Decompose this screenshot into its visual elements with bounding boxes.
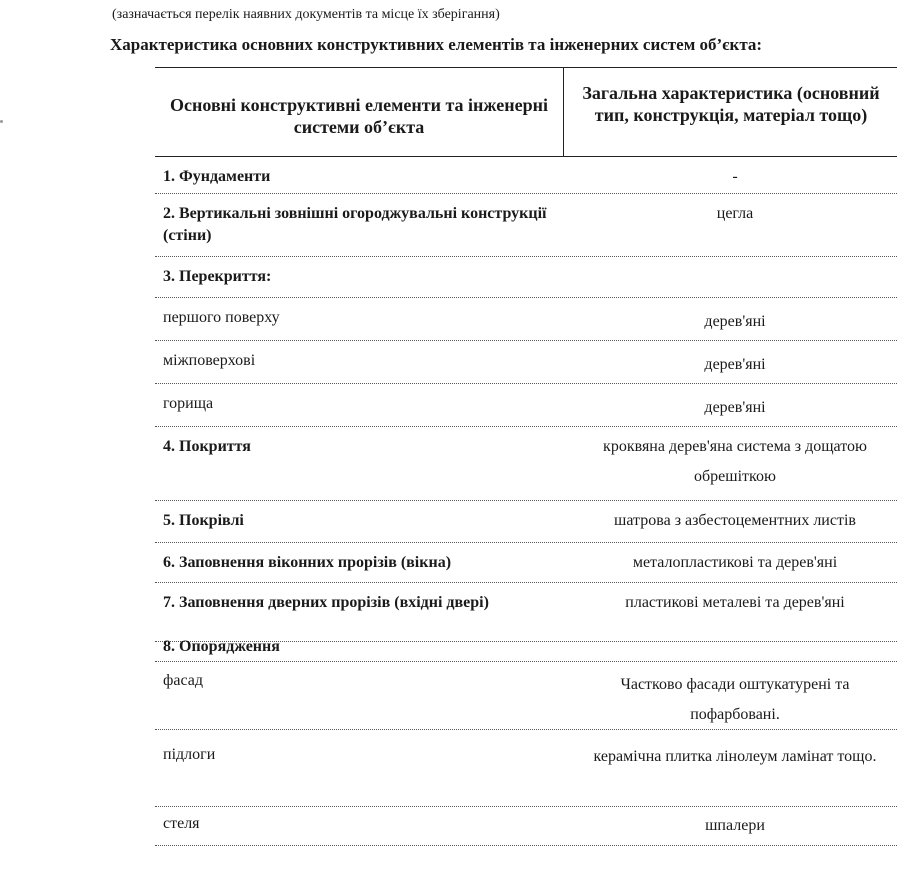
row-label: горища xyxy=(163,395,214,412)
table-row-finishing xyxy=(155,638,897,662)
table-row-foundations xyxy=(155,157,897,194)
row-label: 5. Покрівлі xyxy=(163,512,244,529)
row-value: дерев'яні xyxy=(704,356,766,373)
characteristics-table xyxy=(155,67,897,846)
row-label: 7. Заповнення дверних прорізів (вхідні двері) xyxy=(163,594,489,611)
table-row-attic xyxy=(155,384,897,427)
table-row-ceiling xyxy=(155,807,897,846)
row-value: цегла xyxy=(716,205,754,222)
header-divider xyxy=(563,68,564,156)
table-row-first-floor xyxy=(155,298,897,341)
row-value: пластикові металеві та дерев'яні xyxy=(625,594,845,611)
documents-note: (зазначається перелік наявних документів та місце їх зберігання) xyxy=(112,7,500,22)
table-row-facade xyxy=(155,662,897,730)
section-heading: Характеристика основних конструктивних елементів та інженерних систем об’єкта: xyxy=(110,35,763,54)
row-label: 3. Перекриття: xyxy=(163,268,272,285)
row-value: дерев'яні xyxy=(704,313,766,330)
row-value: шпалери xyxy=(705,817,765,834)
row-value: керамічна плитка лінолеум ламінат тощо. xyxy=(593,748,877,765)
table-row-walls xyxy=(155,194,897,257)
table-row-roof xyxy=(155,501,897,543)
scan-speck xyxy=(0,120,3,123)
row-label: міжповерхові xyxy=(163,352,256,369)
row-label: 8. Опорядження xyxy=(163,638,280,655)
header-characteristics: Загальна характеристика (основний тип, конструкція, матеріал тощо) xyxy=(582,83,880,125)
row-value: металопластикові та дерев'яні xyxy=(632,554,838,571)
row-value: кроквяна дерев'яна система з дощатою обрешіткою xyxy=(603,438,867,485)
row-label: підлоги xyxy=(163,746,216,763)
header-elements: Основні конструктивні елементи та інженерні системи об’єкта xyxy=(170,95,548,137)
table-row-doors xyxy=(155,583,897,642)
row-label: 4. Покриття xyxy=(163,438,251,455)
row-value: дерев'яні xyxy=(704,399,766,416)
row-value: шатрова з азбестоцементних листів xyxy=(614,512,856,529)
table-row-roofing-structure xyxy=(155,427,897,501)
row-label: 1. Фундаменти xyxy=(163,168,271,185)
row-label: стеля xyxy=(163,815,200,832)
table-row-floors xyxy=(155,257,897,298)
row-value: Частково фасади оштукатурені та пофарбовані. xyxy=(620,676,850,723)
table-row-windows xyxy=(155,543,897,583)
row-label: першого поверху xyxy=(163,309,280,326)
table-row-interfloor xyxy=(155,341,897,384)
table-row-flooring xyxy=(155,730,897,807)
row-label: 2. Вертикальні зовнішні огороджувальні конструкції (стіни) xyxy=(163,205,547,244)
row-label: 6. Заповнення віконних прорізів (вікна) xyxy=(163,554,452,571)
row-value: - xyxy=(732,168,738,185)
table-header xyxy=(155,67,897,157)
row-label: фасад xyxy=(163,672,204,689)
